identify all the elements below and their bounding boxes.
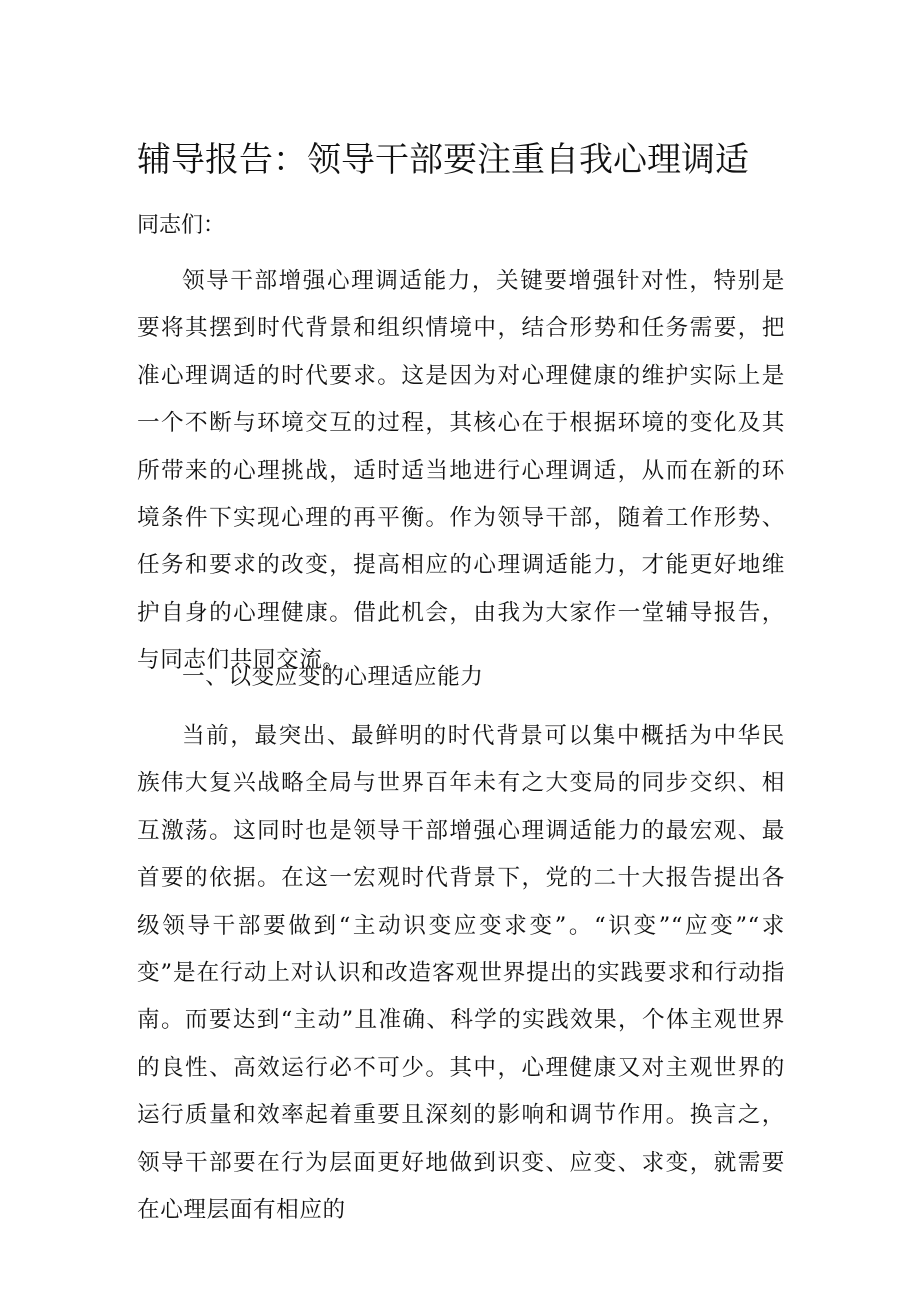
document-title: 辅导报告：领导干部要注重自我心理调适 [137, 140, 749, 180]
paragraph-section-1: 当前，最突出、最鲜明的时代背景可以集中概括为中华民族伟大复兴战略全局与世界百年未有之大变局的同步交织、相互激荡。这同时也是领导干部增强心理调适能力的最宏观、最首要的依据。在这一宏观时代背景下，党的二十大报告提出各级领导干部要做到“主动识变应变求变”。“识变”“应变”“求变”是在行动上对认识和改造客观世界提出的实践要求和行动指南。而要达到“主动”且准确、科学的实践效果，个体主观世界的良性、高效运行必不可少。其中，心理健康又对主观世界的运行质量和效率起着重要且深刻的影响和调节作用。换言之，领导干部要在行为层面更好地做到识变、应变、求变，就需要在心理层面有相应的 [137, 723, 785, 1224]
paragraph-intro: 领导干部增强心理调适能力，关键要增强针对性，特别是要将其摆到时代背景和组织情境中，结合形势和任务需要，把准心理调适的时代要求。这是因为对心理健康的维护实际上是一个不断与环境交互的过程，其核心在于根据环境的变化及其所带来的心理挑战，适时适当地进行心理调适，从而在新的环境条件下实现心理的再平衡。作为领导干部，随着工作形势、任务和要求的改变，提高相应的心理调适能力，才能更好地维护自身的心理健康。借此机会，由我为大家作一堂辅导报告，与同志们共同交流。 [137, 268, 785, 674]
greeting: 同志们： [137, 213, 226, 238]
section-heading-1: 一、以变应变的心理适应能力 [182, 664, 484, 690]
